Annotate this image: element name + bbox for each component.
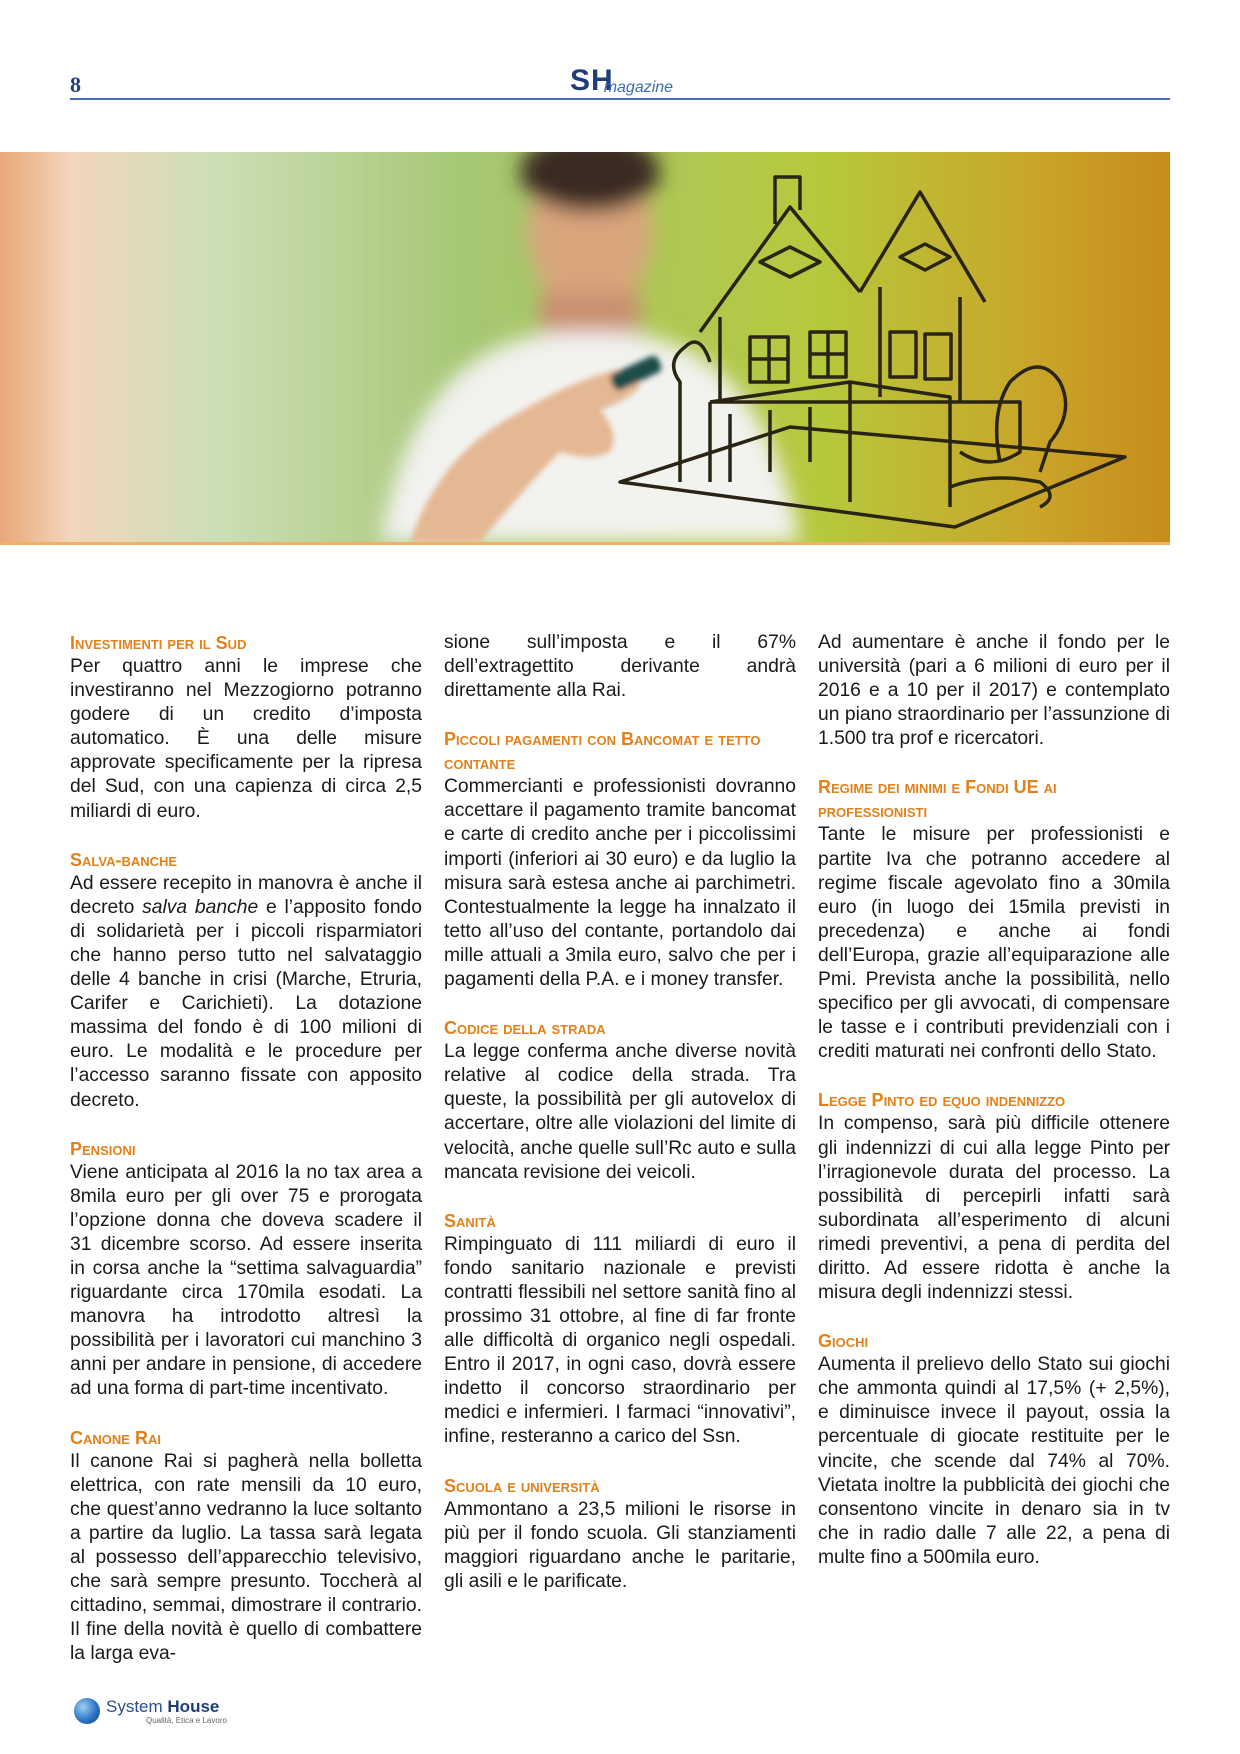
footer-logo-text: [106, 1697, 227, 1725]
section-scuola-continued: [818, 631, 1170, 751]
section-body: Ad aumentare è anche il fondo per le università (pari a 6 milioni di euro per il 2016 e a 10 per il 2017) e contemplato un piano straordinario per l’assunzione di 1.500 tra prof e ricercatori.: [818, 632, 1170, 750]
section-pensioni: [70, 1137, 422, 1402]
footer-logo: [74, 1694, 227, 1728]
masthead-main: SH: [570, 64, 614, 97]
section-sanita: [444, 1209, 796, 1450]
page-number: 8: [70, 72, 81, 97]
section-heading: Investimenti per il Sud: [70, 633, 247, 653]
section-heading: Pensioni: [70, 1138, 136, 1159]
section-body: Commercianti e professionisti dovranno accettare il pagamento tramite bancomat e carte di credito anche per i piccolissimi importi (inferiori ai 30 euro) e da luglio la misura sarà estesa anche ai parchimetri. Contestualmente la legge ha innalzato il tetto all’uso del contante, portandolo dai mille attuali a 3mila euro, salvo che per i pagamenti della P.A. e i money transfer.: [444, 776, 796, 991]
section-codice-strada: [444, 1016, 796, 1185]
globe-icon: [74, 1698, 100, 1724]
footer-tagline: Qualità, Etica e Lavoro: [146, 1716, 227, 1725]
section-piccoli-pagamenti: [444, 727, 796, 992]
section-body: Per quattro anni le imprese che investiranno nel Mezzogiorno potranno godere di un credito d’imposta automatico. È una delle misure approvate specificamente per la ripresa del Sud, con una capienza di circa 2,5 miliardi di euro.: [70, 656, 422, 822]
header-rule: [70, 98, 1170, 100]
section-body: La legge conferma anche diverse novità relative al codice della strada. Tra queste, la possibilità per gli autovelox di accertare, oltre alle violazioni del limite di velocità, anche quelle sull’Rc auto e sulla mancata revisione dei veicoli.: [444, 1041, 796, 1183]
section-body: sione sull’imposta e il 67% dell’extragettito derivante andrà direttamente alla Rai.: [444, 632, 796, 702]
article-column-1: [70, 631, 422, 1666]
footer-brand: [106, 1697, 227, 1717]
section-legge-pinto: [818, 1088, 1170, 1305]
section-canone-rai: [70, 1426, 422, 1667]
hand-drawing-house-illustration: [0, 152, 1170, 542]
body-text: e l’apposito fondo di solidarietà per i piccoli risparmiatori che hanno perso tutto nel salvataggio delle 4 banche in crisi (Marche, Etruria, Carifer e Carichieti). La dotazione massima del fondo è di 100 milioni di euro. Le modalità e le procedure per l’accesso saranno fissate con apposito decreto.: [70, 896, 422, 1111]
section-body: In compenso, sarà più difficile ottenere gli indennizzi di cui alla legge Pinto per l’irragionevole durata del processo. La possibilità di percepirli infatti sarà subordinata all’esperimento di alcuni rimedi preventivi, a pena di perdita del diritto. Ad essere ridotta è anche la misura degli indennizzi stessi.: [818, 1113, 1170, 1304]
section-body: [70, 872, 422, 1113]
section-heading: Legge Pinto ed equo indennizzo: [818, 1090, 1066, 1111]
article-column-3: [818, 631, 1170, 1570]
section-investimenti-sud: [70, 631, 422, 824]
section-canone-rai-continued: [444, 631, 796, 703]
section-heading: Salva-banche: [70, 849, 178, 870]
footer-brand-b: House: [167, 1697, 220, 1716]
section-heading: Scuola e università: [444, 1475, 600, 1496]
section-heading: Giochi: [818, 1331, 869, 1352]
footer-brand-a: System: [106, 1697, 168, 1716]
body-emphasis: salva banche: [142, 896, 259, 918]
section-giochi: [818, 1329, 1170, 1570]
article-column-2: [444, 631, 796, 1594]
section-body: Il canone Rai si pagherà nella bolletta elettrica, con rate mensili da 10 euro, che quest’anno vedranno la luce soltanto a partire da luglio. La tassa sarà legata al possesso dell’apparecchio televisivo, che sarà sempre presunto. Toccherà al cittadino, semmai, dimostrare il contrario. Il fine della novità è quello di combattere la larga eva-: [70, 1450, 422, 1665]
section-regime-minimi: [818, 775, 1170, 1064]
section-heading: Canone Rai: [70, 1427, 161, 1448]
section-body: Tante le misure per professionisti e partite Iva che potranno accedere al regime fiscale agevolato fino a 30mila euro (in luogo dei 15mila previsti in precedenza) e anche ai fondi dell’Europa, grazie all’equiparazione alle Pmi. Prevista anche la possibilità, nello specifico per gli avvocati, di compensare le tasse e i contributi previdenziali con i crediti maturati nei confronti dello Stato.: [818, 824, 1170, 1063]
section-body: Rimpinguato di 111 miliardi di euro il fondo sanitario nazionale e previsti contratti flessibili nel settore sanità fino al prossimo 31 ottobre, al fine di far fronte alle difficoltà di organico negli ospedali. Entro il 2017, in ogni caso, dovrà essere indetto il concorso straordinario per medici e infermieri. I farmaci “innovativi”, infine, resteranno a carico del Ssn.: [444, 1233, 796, 1448]
section-heading: Regime dei minimi e Fondi UE ai professionisti: [818, 777, 1057, 822]
section-heading: Piccoli pagamenti con Bancomat e tetto contante: [444, 729, 761, 774]
section-heading: Sanità: [444, 1210, 496, 1231]
section-body: Viene anticipata al 2016 la no tax area a 8mila euro per gli over 75 e prorogata l’opzione donna che doveva scadere il 31 dicembre scorso. Ad essere inserita in corsa anche la “settima salvaguardia” riguardante circa 170mila esodati. La manovra ha introdotto altresì la possibilità per i lavoratori cui manchino 3 anni per andare in pensione, di accedere ad una forma di part-time incentivato.: [70, 1161, 422, 1400]
section-body: Ammontano a 23,5 milioni le risorse in più per il fondo scuola. Gli stanziamenti maggiori riguardano anche le paritarie, gli asili e le parificate.: [444, 1498, 796, 1592]
masthead-logo: [570, 64, 673, 100]
section-scuola-universita: [444, 1474, 796, 1594]
body-text: Ad essere recepito in manovra è anche il decreto: [70, 872, 422, 918]
section-heading: Codice della strada: [444, 1018, 606, 1039]
section-salva-banche: [70, 848, 422, 1113]
masthead-sub: magazine: [603, 79, 674, 96]
hero-image: [0, 152, 1170, 545]
section-body: Aumenta il prelievo dello Stato sui giochi che ammonta quindi al 17,5% (+ 2,5%), e diminuisce invece il payout, ossia la percentuale di giocate restituite per le vincite, che scende dal 74% al 70%. Vietata inoltre la pubblicità dei giochi che consentono vincite in denaro sia in tv che in radio dalle 7 alle 22, a pena di multe fino a 500mila euro.: [818, 1354, 1170, 1568]
